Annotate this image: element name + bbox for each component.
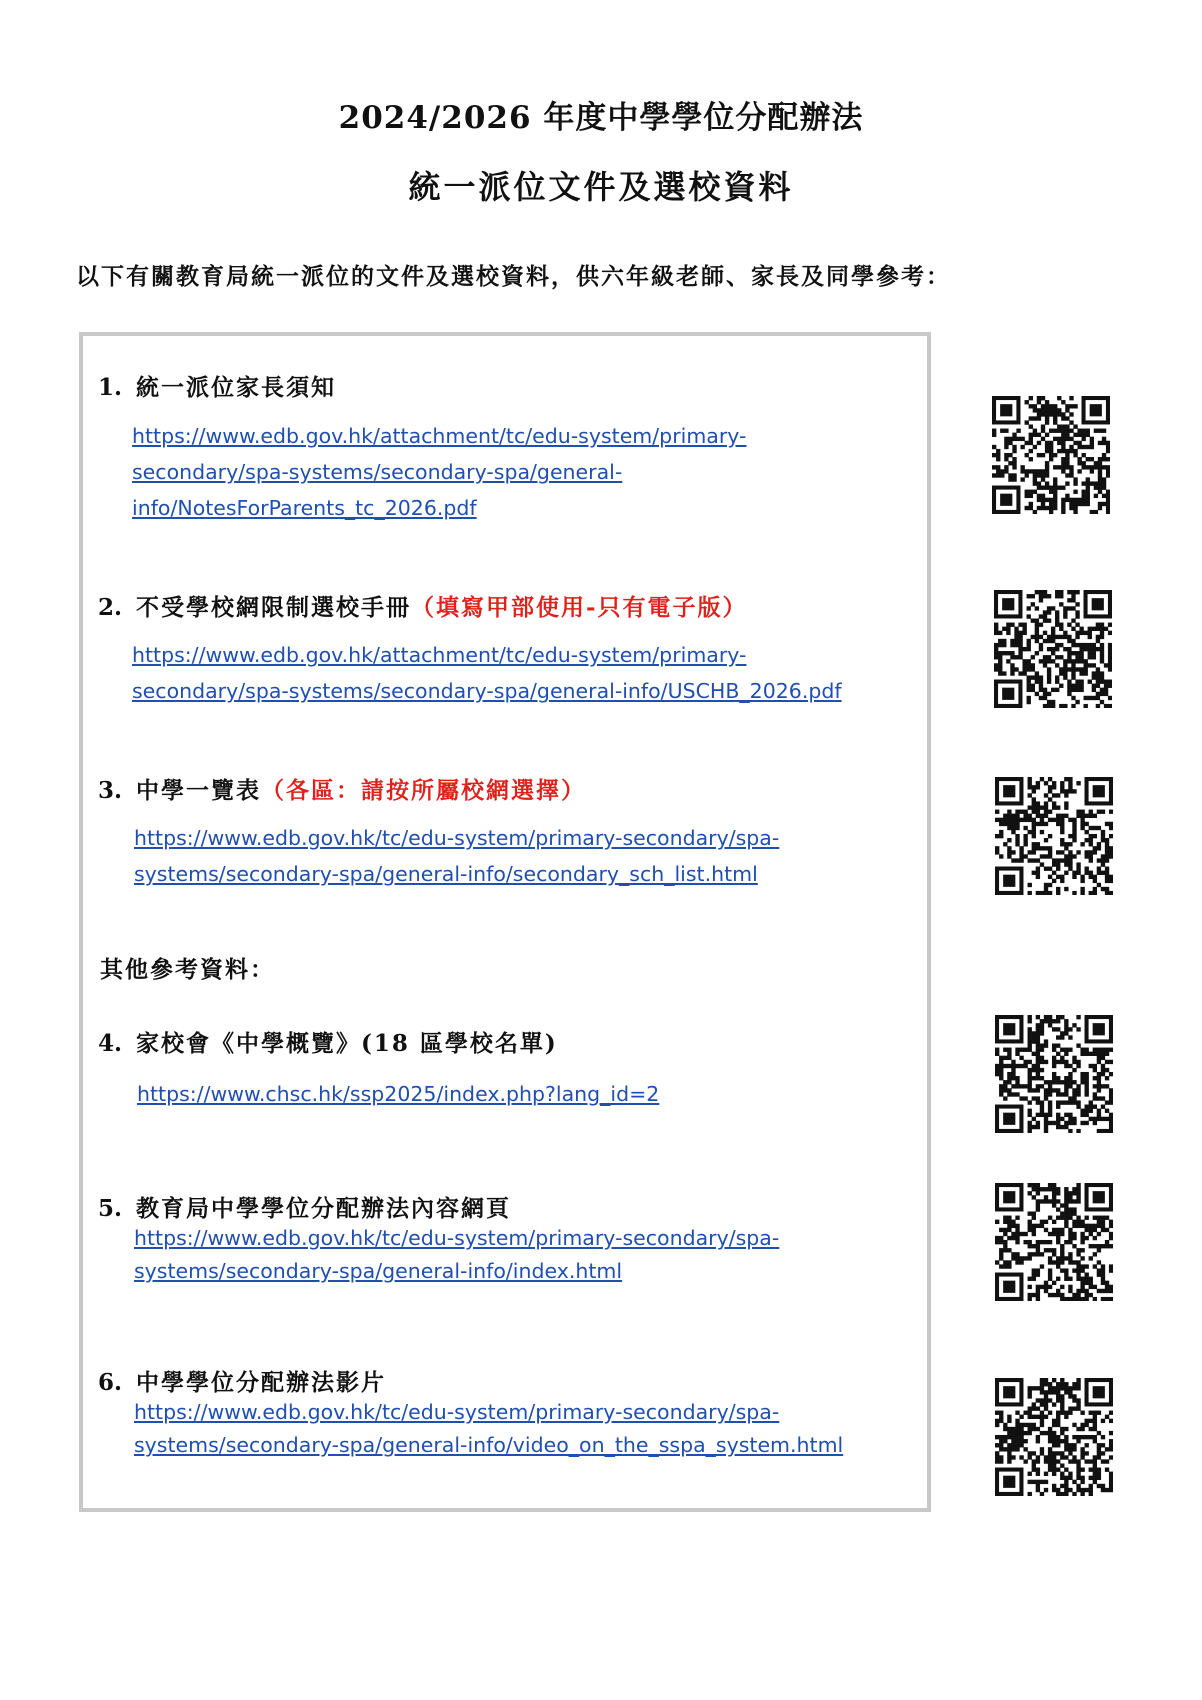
item-6-title: 中學學位分配辦法影片 bbox=[136, 1369, 386, 1396]
item-6-link-line: https://www.edb.gov.hk/tc/edu-system/primary-secondary/spa- bbox=[134, 1400, 780, 1424]
item-3-heading bbox=[98, 772, 586, 805]
item-5-title: 教育局中學學位分配辦法內容網頁 bbox=[136, 1195, 511, 1222]
qr-code-icon bbox=[995, 1183, 1113, 1301]
item-5-link-line: systems/secondary-spa/general-info/index.html bbox=[134, 1259, 623, 1283]
other-references-heading: 其他參考資料： bbox=[100, 956, 275, 983]
intro-text: 以下有關教育局統一派位的文件及選校資料，供六年級老師、家長及同學參考： bbox=[76, 263, 951, 290]
item-6-link-line: systems/secondary-spa/general-info/video_on_the_sspa_system.html bbox=[134, 1433, 844, 1457]
item-6-link[interactable] bbox=[134, 1396, 843, 1462]
item-1-link-line: secondary/spa-systems/secondary-spa/general- bbox=[132, 460, 623, 484]
qr-code-icon bbox=[992, 396, 1110, 514]
qr-code-icon bbox=[995, 1378, 1113, 1496]
item-5-number: 5. bbox=[98, 1195, 123, 1222]
item-3-title: 中學一覽表 bbox=[136, 777, 261, 804]
item-3-note: （各區：請按所屬校網選擇） bbox=[261, 777, 586, 804]
item-5-link[interactable] bbox=[134, 1222, 779, 1288]
item-5-link-line: https://www.edb.gov.hk/tc/edu-system/primary-secondary/spa- bbox=[134, 1226, 780, 1250]
item-1-heading bbox=[98, 369, 336, 402]
item-2-title: 不受學校網限制選校手冊 bbox=[136, 594, 411, 621]
item-1-link[interactable] bbox=[132, 418, 746, 526]
item-2-link-line: https://www.edb.gov.hk/attachment/tc/edu-system/primary- bbox=[132, 643, 747, 667]
qr-code-icon bbox=[994, 590, 1112, 708]
item-1-link-line: info/NotesForParents_tc_2026.pdf bbox=[132, 496, 477, 520]
item-1-number: 1. bbox=[98, 374, 123, 401]
item-2-note: （填寫甲部使用-只有電子版） bbox=[411, 594, 748, 621]
item-3-link-line: systems/secondary-spa/general-info/secondary_sch_list.html bbox=[134, 862, 758, 886]
item-6-number: 6. bbox=[98, 1369, 123, 1396]
item-4-number: 4. bbox=[98, 1030, 123, 1057]
item-2-number: 2. bbox=[98, 594, 123, 621]
item-1-link-line: https://www.edb.gov.hk/attachment/tc/edu-system/primary- bbox=[132, 424, 747, 448]
item-3-link[interactable] bbox=[134, 820, 779, 892]
qr-code-icon bbox=[995, 777, 1113, 895]
document-subtitle: 統一派位文件及選校資料 bbox=[408, 168, 794, 206]
item-5-heading bbox=[98, 1190, 511, 1223]
document-title: 2024/2026 年度中學學位分配辦法 bbox=[338, 100, 864, 136]
item-1-title: 統一派位家長須知 bbox=[136, 374, 336, 401]
item-2-heading bbox=[98, 589, 748, 622]
item-4-heading bbox=[98, 1025, 558, 1058]
item-2-link-line: secondary/spa-systems/secondary-spa/general-info/USCHB_2026.pdf bbox=[132, 679, 842, 703]
item-4-link[interactable] bbox=[137, 1076, 659, 1112]
item-6-heading bbox=[98, 1364, 386, 1397]
item-3-link-line: https://www.edb.gov.hk/tc/edu-system/primary-secondary/spa- bbox=[134, 826, 780, 850]
item-4-title: 家校會《中學概覽》(18 區學校名單) bbox=[136, 1030, 558, 1057]
item-4-link-line: https://www.chsc.hk/ssp2025/index.php?lang_id=2 bbox=[137, 1082, 660, 1106]
item-2-link[interactable] bbox=[132, 637, 842, 709]
item-3-number: 3. bbox=[98, 777, 123, 804]
qr-code-icon bbox=[995, 1015, 1113, 1133]
